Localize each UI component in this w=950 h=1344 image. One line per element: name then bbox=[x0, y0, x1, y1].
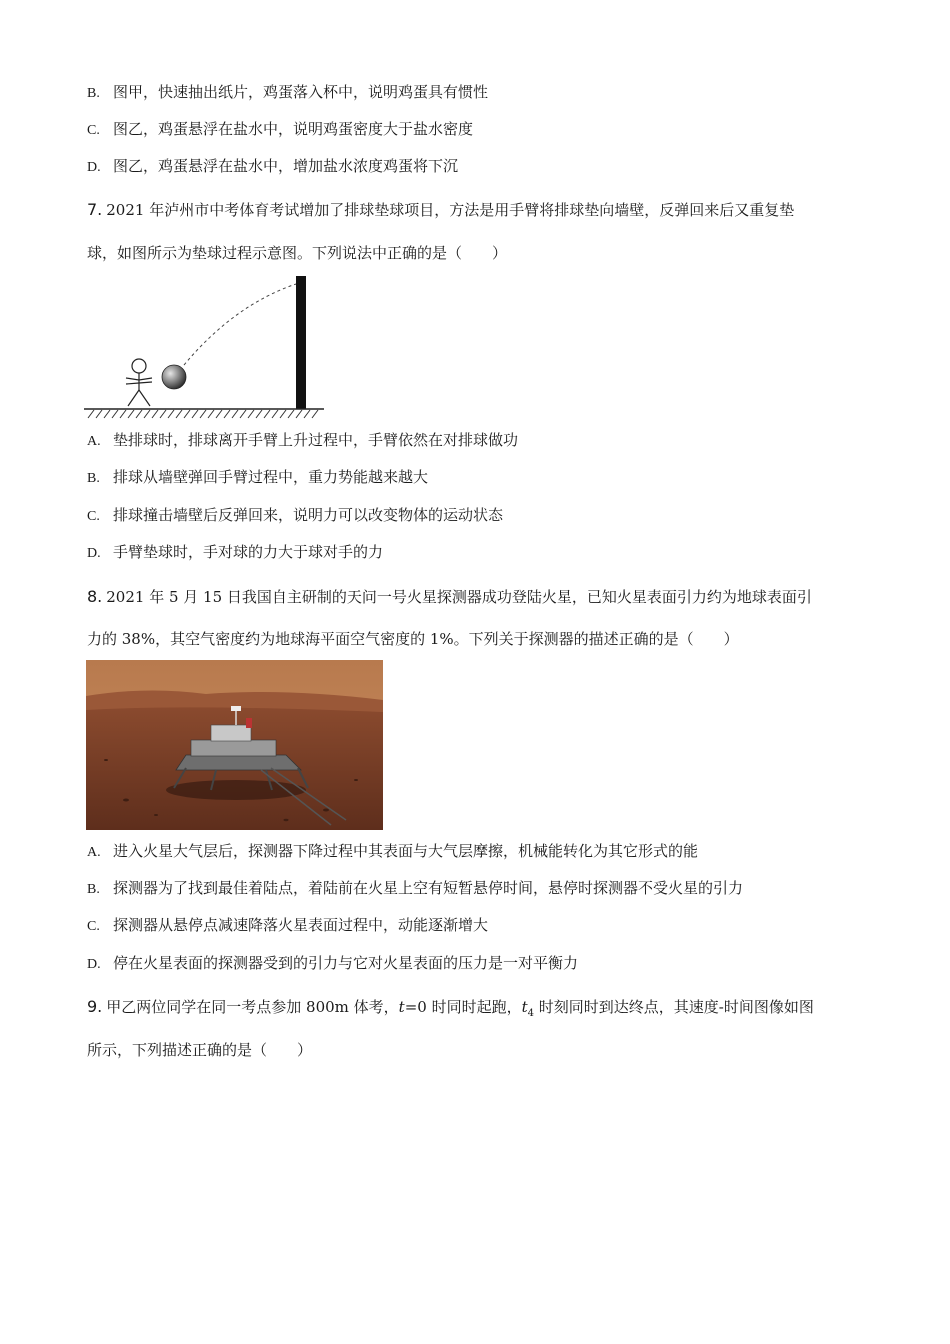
q7-option-d: D. 手臂垫球时，手对球的力大于球对手的力 bbox=[87, 543, 384, 561]
mars-lander-photo-icon bbox=[86, 660, 383, 830]
q9-stem-line1: 9. 甲乙两位同学在同一考点参加 800m 体考，t=0 时同时起跑，$t_4$ 时刻同时到达终点，其速度-时间图像如图 bbox=[87, 997, 814, 1019]
volleyball-wall-diagram-icon bbox=[84, 270, 328, 424]
q7-stem-line1: 7. 2021 年泸州市中考体育考试增加了排球垫球项目，方法是用手臂将排球垫向墙壁，反弹回来后又重复垫 bbox=[87, 200, 795, 219]
q9-stem-line2: 所示，下列描述正确的是（ ） bbox=[87, 1041, 313, 1059]
q7-option-c: C. 排球撞击墙壁后反弹回来，说明力可以改变物体的运动状态 bbox=[87, 506, 504, 524]
q8-option-a: A. 进入火星大气层后，探测器下降过程中其表面与大气层摩擦，机械能转化为其它形式的能 bbox=[87, 842, 699, 860]
q8-option-d: D. 停在火星表面的探测器受到的引力与它对火星表面的压力是一对平衡力 bbox=[87, 954, 579, 972]
q7-stem-line2: 球，如图所示为垫球过程示意图。下列说法中正确的是（ ） bbox=[87, 244, 508, 262]
q7-option-b: B. 排球从墙壁弹回手臂过程中，重力势能越来越大 bbox=[87, 468, 429, 486]
q8-stem-line1: 8. 2021 年 5 月 15 日我国自主研制的天问一号火星探测器成功登陆火星，已知火星表面引力约为地球表面引 bbox=[87, 587, 812, 606]
q8-stem-line2: 力的 38%，其空气密度约为地球海平面空气密度的 1%。下列关于探测器的描述正确的是（ ） bbox=[87, 630, 739, 648]
q6-option-c: C. 图乙，鸡蛋悬浮在盐水中，说明鸡蛋密度大于盐水密度 bbox=[87, 120, 474, 138]
q8-option-b: B. 探测器为了找到最佳着陆点，着陆前在火星上空有短暂悬停时间，悬停时探测器不受火星的引力 bbox=[87, 879, 744, 897]
q6-option-b: B. 图甲，快速抽出纸片，鸡蛋落入杯中，说明鸡蛋具有惯性 bbox=[87, 83, 489, 101]
q6-option-d: D. 图乙，鸡蛋悬浮在盐水中，增加盐水浓度鸡蛋将下沉 bbox=[87, 157, 459, 175]
q8-option-c: C. 探测器从悬停点减速降落火星表面过程中，动能逐渐增大 bbox=[87, 916, 489, 934]
q7-option-a: A. 垫排球时，排球离开手臂上升过程中，手臂依然在对排球做功 bbox=[87, 431, 519, 449]
